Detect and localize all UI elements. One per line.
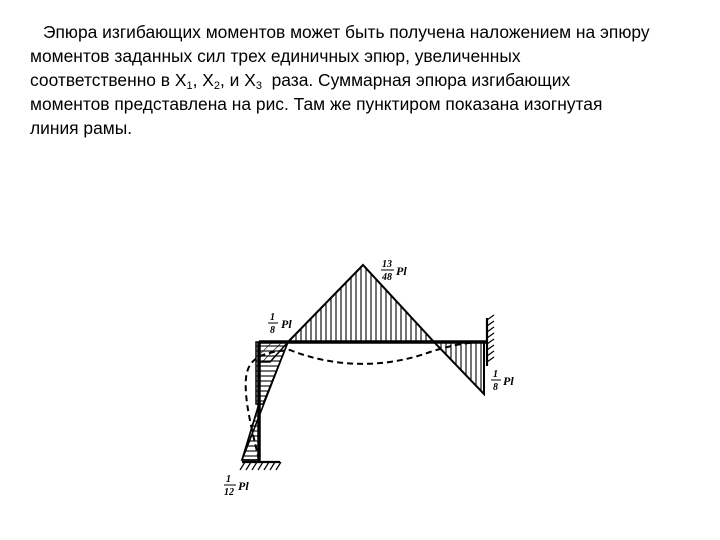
paragraph-line-4: моментов представлена на рис. Там же пунктиром показана изогнутая <box>30 94 603 114</box>
label-bottom-denominator: 12 <box>224 487 234 498</box>
beam-right-negative-area <box>434 342 484 394</box>
label-bottom <box>224 474 249 498</box>
line-1-text: Эпюра изгибающих моментов может быть получена наложением на эпюру <box>43 22 650 42</box>
x1-subscript: 1 <box>186 80 193 92</box>
right-fixed-support <box>487 315 494 366</box>
label-bottom-suffix: Pl <box>238 479 249 493</box>
paragraph-line-5: линия рамы. <box>30 118 133 138</box>
paragraph-line-2: моментов заданных сил трех единичных эпюр, увеличенных <box>30 46 521 66</box>
bottom-fixed-support <box>240 462 281 470</box>
label-right-numerator: 1 <box>493 369 498 380</box>
label-left-denominator: 8 <box>270 325 275 336</box>
line-3-text-b: , X <box>192 70 214 90</box>
label-left-numerator: 1 <box>270 312 275 323</box>
label-top-denominator: 48 <box>382 272 392 283</box>
x2-subscript: 2 <box>213 80 220 92</box>
label-top-suffix: Pl <box>396 264 407 278</box>
line-3-text-d: раза. Суммарная эпюра изгибающих <box>261 70 571 90</box>
label-left <box>268 312 292 336</box>
moment-areas <box>242 265 484 460</box>
line-3-text-c: , и X <box>220 70 256 90</box>
line-3-text-a: соответственно в X <box>30 70 187 90</box>
label-right <box>491 369 514 393</box>
label-top <box>381 259 407 283</box>
label-left-suffix: Pl <box>281 317 292 331</box>
label-top-numerator: 13 <box>382 259 392 270</box>
x3-subscript: 3 <box>255 80 262 92</box>
label-bottom-numerator: 1 <box>226 474 231 485</box>
label-right-suffix: Pl <box>503 374 514 388</box>
label-right-denominator: 8 <box>493 382 498 393</box>
beam-peak-area <box>288 265 434 342</box>
